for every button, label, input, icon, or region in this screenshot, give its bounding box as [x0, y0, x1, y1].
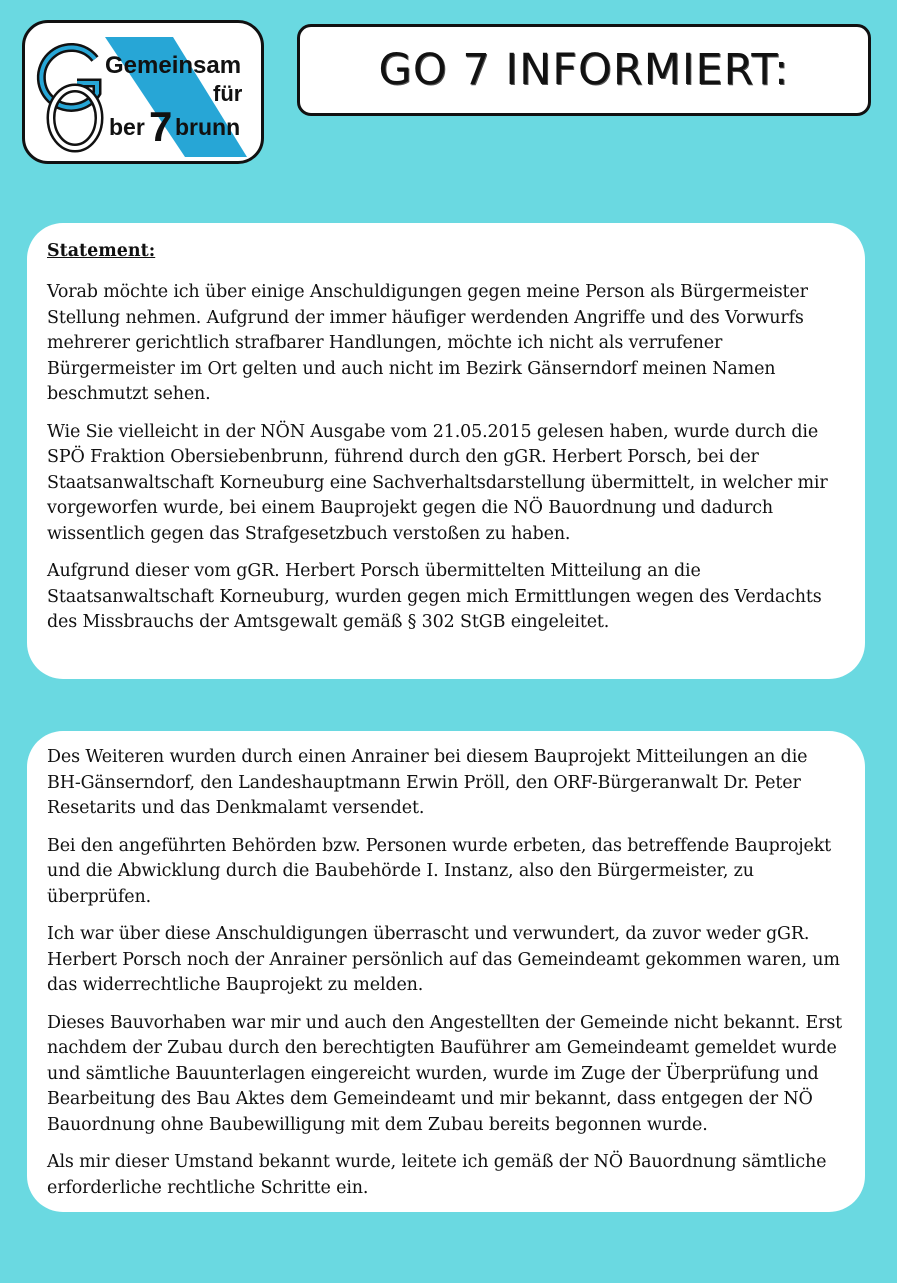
paragraph: Dieses Bauvorhaben war mir und auch den Angestellten der Gemeinde nicht bekannt. Erst nachdem der Zubau durch den berechtigten Bauführer am Gemeindeamt gemeldet wurde und sämtliche Bauunterlagen eingereicht wurden, wurde im Zuge der Überprüfung und Bearbeitung des Bau Aktes dem Gemeindeamt und mir bekannt, dass entgegen der NÖ Bauordnung ohne Baubewilligung mit dem Zubau bereits begonnen wurde. — [47, 1012, 843, 1135]
paragraph: Ich war über diese Anschuldigungen überrascht und verwundert, da zuvor weder gGR. Herbert Porsch noch der Anrainer persönlich auf das Gemeindeamt gekommen waren, um das widerrechtliche Bauprojekt zu melden. — [47, 924, 840, 995]
logo-text-fuer: für — [213, 81, 243, 106]
paragraph: Wie Sie vielleicht in der NÖN Ausgabe vom 21.05.2015 gelesen haben, wurde durch die SPÖ Fraktion Obersiebenbrunn, führend durch den gGR. Herbert Porsch, bei der Staatsanwaltschaft Korneuburg eine Sachverhaltsdarstellung übermittelt, in welcher mir vorgeworfen wurde, bei einem Bauprojekt gegen die NÖ Bauordnung und dadurch wissentlich gegen das Strafgesetzbuch verstoßen zu haben. — [47, 421, 828, 544]
logo-text-gemeinsam: Gemeinsam — [105, 52, 242, 79]
statement-heading: Statement: — [47, 241, 156, 261]
logo — [22, 20, 264, 164]
logo-text-seven: 7 — [149, 103, 173, 150]
paragraph: Aufgrund dieser vom gGR. Herbert Porsch übermittelten Mitteilung an die Staatsanwaltschaft Korneuburg, wurden gegen mich Ermittlungen wegen des Verdachts des Missbrauchs der Amtsgewalt gemäß § 302 StGB eingeleitet. — [47, 561, 822, 632]
logo-text-ber: ber — [109, 114, 145, 140]
paragraph: Als mir dieser Umstand bekannt wurde, leitete ich gemäß der NÖ Bauordnung sämtliche erforderliche rechtliche Schritte ein. — [47, 1152, 827, 1198]
paragraph: Des Weiteren wurden durch einen Anrainer bei diesem Bauprojekt Mitteilungen an die BH-Gänserndorf, den Landeshauptmann Erwin Pröll, den ORF-Bürgeranwalt Dr. Peter Resetarits und das Denkmalamt versendet. — [47, 747, 808, 818]
statement-card — [27, 223, 865, 679]
logo-text-brunn: brunn — [175, 114, 241, 140]
headline-box — [297, 24, 871, 116]
page-title: GO 7 INFORMIERT: — [378, 45, 790, 95]
paragraph: Bei den angeführten Behörden bzw. Personen wurde erbeten, das betreffende Bauprojekt und die Abwicklung durch die Baubehörde I. Instanz, also den Bürgermeister, zu überprüfen. — [47, 835, 832, 907]
logo-graphic — [25, 23, 261, 161]
continuation-card — [27, 731, 865, 1212]
paragraph: Vorab möchte ich über einige Anschuldigungen gegen meine Person als Bürgermeister Stellung nehmen. Aufgrund der immer häufiger werdenden Angriffe und des Vorwurfs mehrerer gerichtlich strafbarer Handlungen, möchte ich nicht als verrufener Bürgermeister im Ort gelten und auch nicht im Bezirk Gänserndorf meinen Namen beschmutzt sehen. — [47, 282, 808, 404]
